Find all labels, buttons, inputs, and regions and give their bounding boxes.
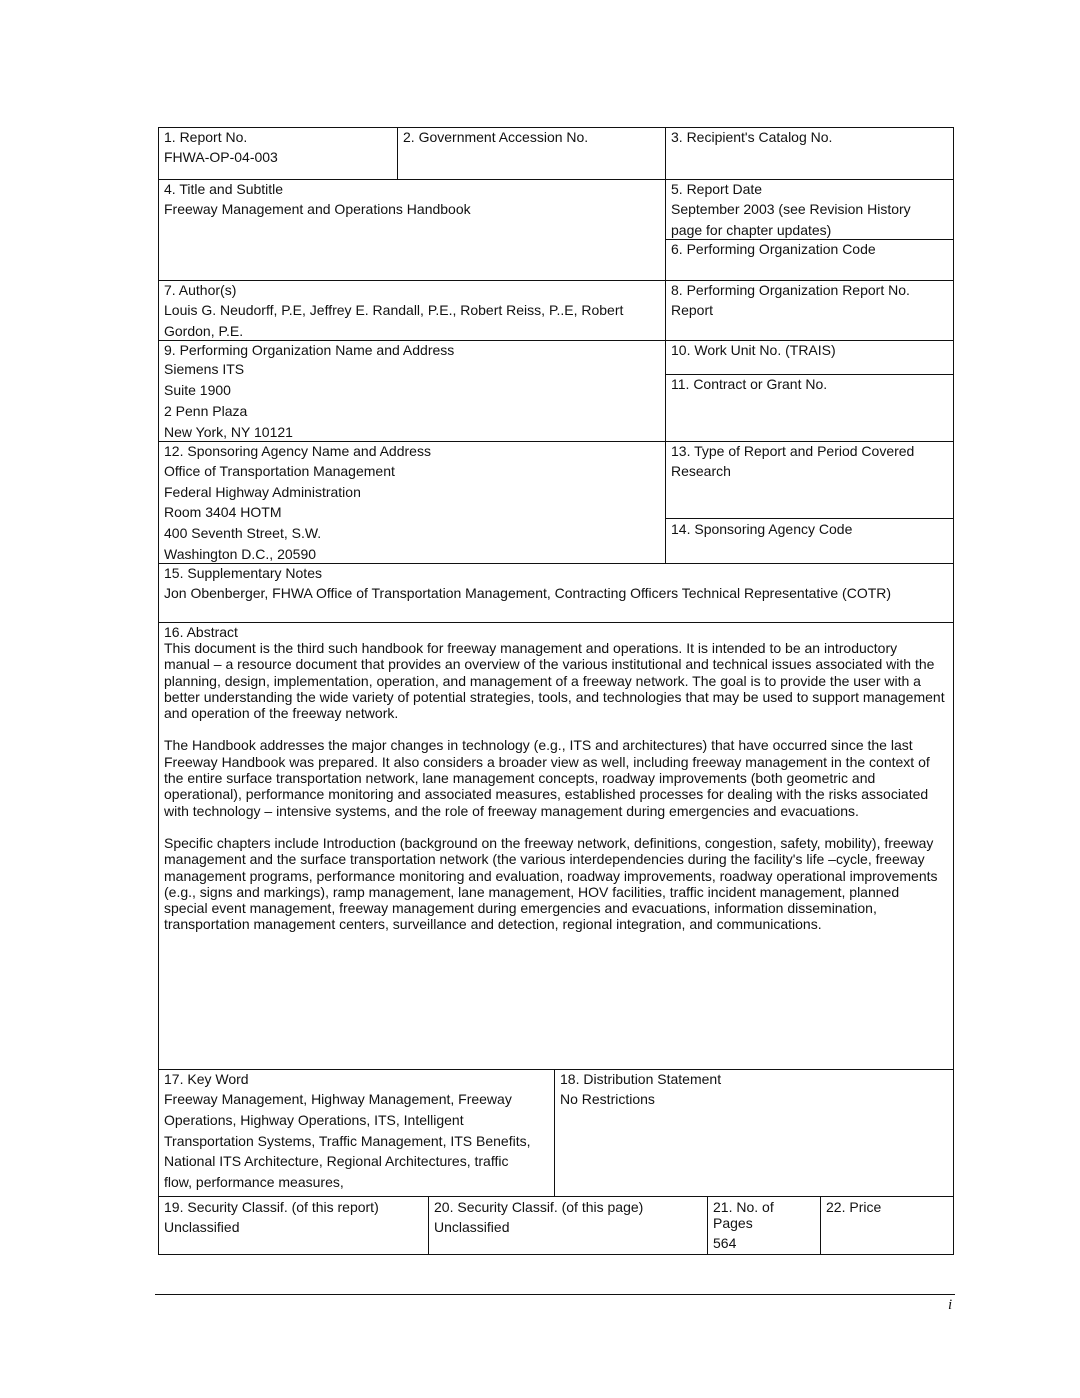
sponsoring-agency-code-label: 14. Sponsoring Agency Code <box>671 521 853 537</box>
column-divider <box>397 127 398 180</box>
report-type-value: Research <box>671 463 731 479</box>
title-subtitle-value: Freeway Management and Operations Handbook <box>164 201 471 217</box>
key-word-label: 17. Key Word <box>164 1071 249 1087</box>
abstract-body <box>164 640 946 949</box>
performing-org-address-line: New York, NY 10121 <box>164 424 293 440</box>
recipient-catalog-label: 3. Recipient's Catalog No. <box>671 129 833 145</box>
supplementary-notes-value: Jon Obenberger, FHWA Office of Transportation Management, Contracting Officers Technical Representative (COTR) <box>164 585 892 601</box>
security-report-value: Unclassified <box>164 1219 240 1235</box>
work-unit-label: 10. Work Unit No. (TRAIS) <box>671 342 836 358</box>
report-type-label: 13. Type of Report and Period Covered <box>671 443 915 459</box>
row-divider <box>158 441 954 442</box>
row-divider <box>158 340 954 341</box>
column-divider <box>554 1069 555 1197</box>
footer-rule <box>155 1294 955 1295</box>
authors-line: Gordon, P.E. <box>164 323 244 339</box>
security-report-label: 19. Security Classif. (of this report) <box>164 1199 379 1215</box>
report-date-line: page for chapter updates) <box>671 222 832 238</box>
row-divider <box>666 239 954 240</box>
title-subtitle-label: 4. Title and Subtitle <box>164 181 284 197</box>
distribution-statement-label: 18. Distribution Statement <box>560 1071 722 1087</box>
performing-org-code-label: 6. Performing Organization Code <box>671 241 876 257</box>
authors-label: 7. Author(s) <box>164 282 237 298</box>
contract-grant-label: 11. Contract or Grant No. <box>671 376 828 392</box>
column-divider <box>820 1196 821 1255</box>
key-word-line: National ITS Architecture, Regional Architectures, traffic <box>164 1153 509 1169</box>
sponsoring-agency-line: Federal Highway Administration <box>164 484 361 500</box>
row-divider <box>158 622 954 623</box>
row-divider <box>158 1069 954 1070</box>
no-of-pages-value: 564 <box>713 1235 737 1251</box>
performing-org-name-label: 9. Performing Organization Name and Address <box>164 342 455 358</box>
column-divider <box>428 1196 429 1255</box>
no-of-pages-label: Pages <box>713 1215 753 1231</box>
column-divider <box>665 127 666 564</box>
row-divider <box>158 563 954 564</box>
sponsoring-agency-line: Room 3404 HOTM <box>164 504 282 520</box>
supplementary-notes-label: 15. Supplementary Notes <box>164 565 322 581</box>
abstract-paragraph: The Handbook addresses the major changes in technology (e.g., ITS and architectures) that have occurred since the last Freeway Handbook was prepared. It also considers a broader view as well, including freeway management in the context of the entire surface transportation network, lane management concepts, roadway improvements (both geometric and operational), performance monitoring and associated measures, established processes for dealing with the risks associated with technology – intensive systems, and the role of freeway management during emergencies and evacuations. <box>164 737 930 819</box>
security-page-value: Unclassified <box>434 1219 510 1235</box>
key-word-line: Operations, Highway Operations, ITS, Intelligent <box>164 1112 464 1128</box>
abstract-label: 16. Abstract <box>164 624 238 640</box>
authors-line: Louis G. Neudorff, P.E, Jeffrey E. Randall, P.E., Robert Reiss, P..E, Robert <box>164 302 624 318</box>
performing-org-report-value: Report <box>671 302 714 318</box>
distribution-statement-value: No Restrictions <box>560 1091 655 1107</box>
page-number: i <box>948 1297 953 1313</box>
column-divider <box>707 1196 708 1255</box>
key-word-line: flow, performance measures, <box>164 1174 344 1190</box>
report-no-label: 1. Report No. <box>164 129 248 145</box>
report-date-label: 5. Report Date <box>671 181 763 197</box>
sponsoring-agency-line: Office of Transportation Management <box>164 463 395 479</box>
performing-org-address-line: Siemens ITS <box>164 361 245 377</box>
report-date-line: September 2003 (see Revision History <box>671 201 911 217</box>
abstract-paragraph: This document is the third such handbook for freeway management and operations. It is intended to be an introductory manual – a resource document that provides an overview of the various institutional and technical issues associated with the planning, design, implementation, operation, and management of a freeway network. The goal is to provide the user with a better understanding the wide variety of potential strategies, tools, and technologies that may be used to support management and operation of the freeway network. <box>164 640 945 722</box>
price-label: 22. Price <box>826 1199 882 1215</box>
row-divider <box>158 1196 954 1197</box>
security-page-label: 20. Security Classif. (of this page) <box>434 1199 644 1215</box>
sponsoring-agency-label: 12. Sponsoring Agency Name and Address <box>164 443 431 459</box>
key-word-line: Transportation Systems, Traffic Management, ITS Benefits, <box>164 1133 531 1149</box>
gov-accession-label: 2. Government Accession No. <box>403 129 589 145</box>
sponsoring-agency-line: 400 Seventh Street, S.W. <box>164 525 322 541</box>
sponsoring-agency-line: Washington D.C., 20590 <box>164 546 317 562</box>
row-divider <box>158 280 954 281</box>
report-no-value: FHWA-OP-04-003 <box>164 149 278 165</box>
row-divider <box>666 518 954 519</box>
row-divider <box>158 179 954 180</box>
abstract-paragraph: Specific chapters include Introduction (background on the freeway network, definitions, congestion, safety, mobility), freeway management and the surface transportation network (the various interdependencies during the facility's life –cycle, freeway management programs, performance monitoring and evaluation, roadway improvements, roadway operational improvements (e.g., signs and markings), ramp management, lane management, HOV facilities, traffic incident management, planned special event management, freeway management during emergencies and evacuations, information dissemination, transportation management centers, surveillance and detection, regional integration, and communications. <box>164 834 938 933</box>
performing-org-address-line: 2 Penn Plaza <box>164 403 248 419</box>
no-of-pages-label: 21. No. of <box>713 1199 774 1215</box>
key-word-line: Freeway Management, Highway Management, Freeway <box>164 1091 512 1107</box>
row-divider <box>666 374 954 375</box>
performing-org-report-label: 8. Performing Organization Report No. <box>671 282 910 298</box>
performing-org-address-line: Suite 1900 <box>164 382 231 398</box>
